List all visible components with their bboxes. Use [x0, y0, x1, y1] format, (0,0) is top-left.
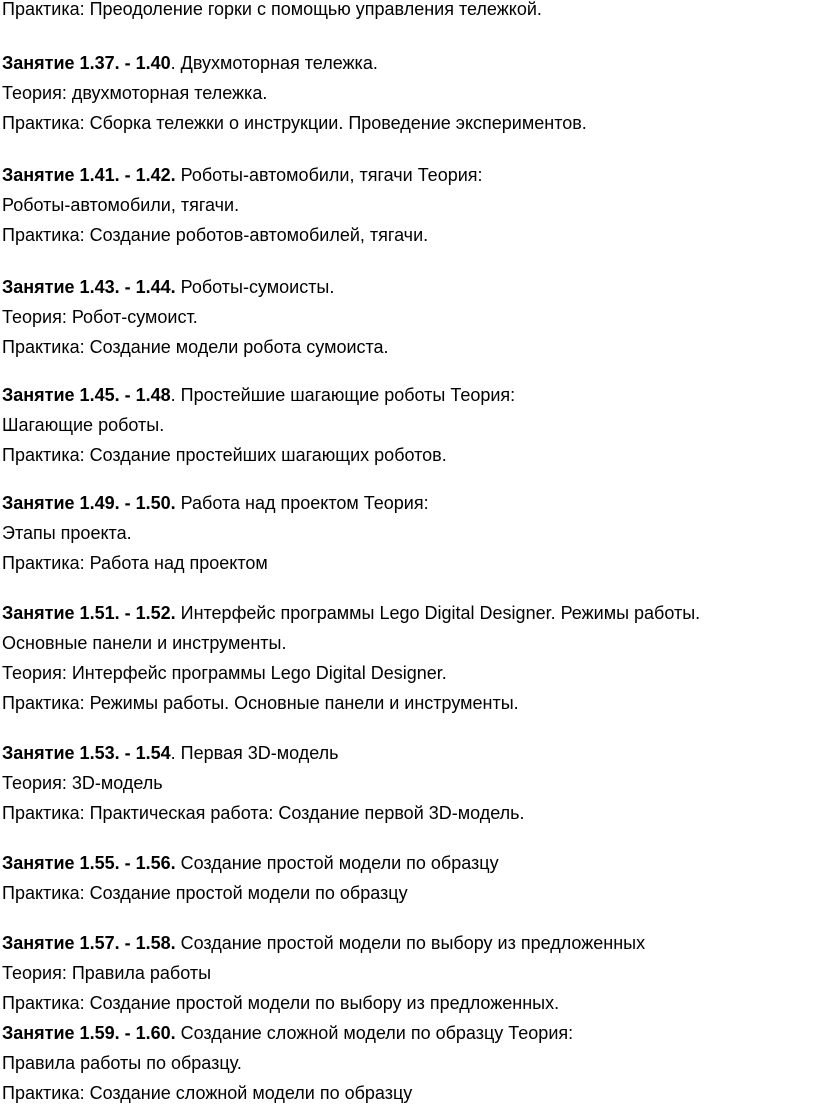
lesson-heading-line	[2, 384, 515, 406]
line-text: Практика: Сборка тележки о инструкции. Проведение экспериментов.	[2, 113, 587, 133]
line-text: Практика: Практическая работа: Создание первой 3D-модель.	[2, 803, 525, 823]
lesson-heading-line	[2, 492, 429, 514]
line-text: Создание сложной модели по образцу Теория:	[175, 1023, 574, 1043]
text-line	[2, 552, 268, 574]
lesson-number: Занятие 1.43. - 1.44.	[2, 277, 176, 297]
line-text: Этапы проекта.	[2, 523, 132, 543]
lesson-heading-line	[2, 52, 378, 74]
lesson-number: Занятие 1.45. - 1.48	[2, 385, 171, 405]
lesson-heading-line	[2, 164, 483, 186]
text-line	[2, 522, 132, 544]
lesson-number: Занятие 1.57. - 1.58.	[2, 933, 176, 953]
text-line	[2, 336, 389, 358]
text-line	[2, 992, 559, 1014]
line-text: Практика: Преодоление горки с помощью управления тележкой.	[2, 0, 542, 19]
line-text: Шагающие роботы.	[2, 415, 165, 435]
line-text: Практика: Работа над проектом	[2, 553, 268, 573]
line-text: Практика: Создание простейших шагающих роботов.	[2, 445, 447, 465]
text-line	[2, 194, 239, 216]
line-text: Практика: Создание модели робота сумоиста.	[2, 337, 389, 357]
line-text: Роботы-автомобили, тягачи.	[2, 195, 240, 215]
text-line	[2, 224, 428, 246]
line-text: . Простейшие шагающие роботы Теория:	[170, 385, 516, 405]
lesson-number: Занятие 1.59. - 1.60.	[2, 1023, 176, 1043]
line-text: Теория: Робот-сумоист.	[2, 307, 198, 327]
text-line	[2, 802, 525, 824]
text-line	[2, 306, 198, 328]
lesson-number: Занятие 1.53. - 1.54	[2, 743, 171, 763]
line-text: Правила работы по образцу.	[2, 1053, 242, 1073]
line-text: Практика: Режимы работы. Основные панели и инструменты.	[2, 693, 519, 713]
lesson-number: Занятие 1.49. - 1.50.	[2, 493, 176, 513]
text-line	[2, 0, 542, 20]
text-line	[2, 632, 286, 654]
text-line	[2, 772, 163, 794]
line-text: Основные панели и инструменты.	[2, 633, 287, 653]
line-text: Теория: Правила работы	[2, 963, 212, 983]
lesson-heading-line	[2, 932, 645, 954]
text-line	[2, 882, 408, 904]
line-text: Роботы-автомобили, тягачи Теория:	[175, 165, 483, 185]
lesson-number: Занятие 1.37. - 1.40	[2, 53, 171, 73]
text-line	[2, 1052, 242, 1074]
line-text: Теория: Интерфейс программы Lego Digital Designer.	[2, 663, 447, 683]
line-text: Практика: Создание роботов-автомобилей, тягачи.	[2, 225, 429, 245]
line-text: Практика: Создание сложной модели по образцу	[2, 1083, 413, 1103]
line-text: Роботы-сумоисты.	[175, 277, 335, 297]
lesson-number: Занятие 1.51. - 1.52.	[2, 603, 176, 623]
line-text: Интерфейс программы Lego Digital Designer. Режимы работы.	[175, 603, 701, 623]
line-text: . Первая 3D-модель	[170, 743, 339, 763]
lesson-number: Занятие 1.55. - 1.56.	[2, 853, 176, 873]
line-text: Практика: Создание простой модели по выбору из предложенных.	[2, 993, 560, 1013]
line-text: Теория: 3D-модель	[2, 773, 163, 793]
line-text: Создание простой модели по выбору из предложенных	[175, 933, 646, 953]
line-text: Работа над проектом Теория:	[175, 493, 429, 513]
text-line	[2, 112, 587, 134]
text-line	[2, 82, 267, 104]
line-text: Создание простой модели по образцу	[175, 853, 499, 873]
lesson-heading-line	[2, 742, 339, 764]
line-text: Практика: Создание простой модели по образцу	[2, 883, 408, 903]
line-text: . Двухмоторная тележка.	[170, 53, 378, 73]
text-line	[2, 962, 211, 984]
text-line	[2, 444, 447, 466]
text-line	[2, 1082, 412, 1104]
text-line	[2, 414, 164, 436]
line-text: Теория: двухмоторная тележка.	[2, 83, 268, 103]
lesson-heading-line	[2, 852, 499, 874]
text-line	[2, 662, 447, 684]
lesson-heading-line	[2, 1022, 573, 1044]
lesson-number: Занятие 1.41. - 1.42.	[2, 165, 176, 185]
lesson-heading-line	[2, 276, 334, 298]
text-line	[2, 692, 519, 714]
lesson-heading-line	[2, 602, 700, 624]
